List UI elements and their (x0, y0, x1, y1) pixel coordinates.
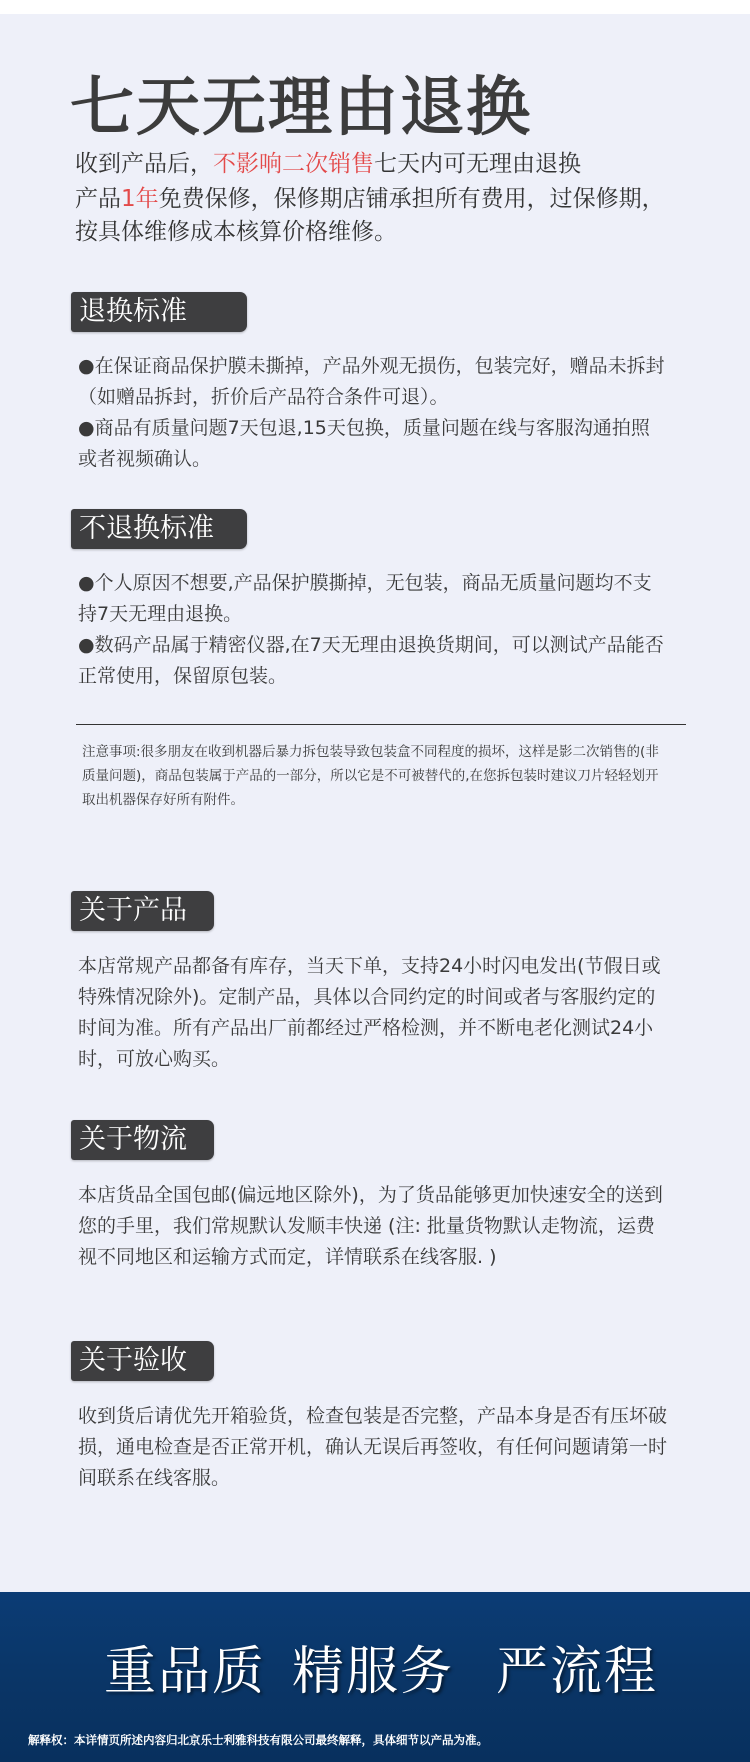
return-standard-item: ●在保证商品保护膜未撕掉，产品外观无损伤，包装完好，赠品未拆封（如赠品拆封，折价后产品符合条件可退）。 (78, 355, 665, 408)
intro-line-1 (75, 148, 695, 181)
intro-line-1-highlight: 不影响二次销售 (213, 151, 374, 177)
intro-line-1-suffix: 七天内可无理由退换 (374, 151, 581, 177)
no-return-standard-item: ●数码产品属于精密仪器,在7天无理由退换货期间，可以测试产品能否正常使用，保留原包装。 (78, 634, 664, 687)
about-inspection-heading: 关于验收 (71, 1341, 214, 1381)
no-return-standard-body (78, 568, 668, 692)
footer-banner (0, 1592, 750, 1762)
about-product-heading: 关于产品 (71, 891, 214, 931)
about-product-body: 本店常规产品都备有库存，当天下单，支持24小时闪电发出(节假日或特殊情况除外)。定制产品，具体以合同约定的时间或者与客服约定的时间为准。所有产品出厂前都经过严格检测，并不断电老化测试24小时，可放心购买。 (78, 955, 661, 1070)
slogan-process: 严流程 (496, 1642, 659, 1702)
intro-line-1-prefix: 收到产品后， (75, 151, 213, 177)
return-standard-heading: 退换标准 (71, 292, 247, 332)
about-logistics-body: 本店货品全国包邮(偏远地区除外)，为了货品能够更加快速安全的送到您的手里，我们常规默认发顺丰快递 (注: 批量货物默认走物流，运费视不同地区和运输方式而定，详情联系在线客服. ) (78, 1184, 663, 1268)
page-title: 七天无理由退换 (70, 71, 532, 145)
intro-line-3: 按具体维修成本核算价格维修。 (75, 219, 397, 245)
slogan-quality: 重品质 (104, 1642, 267, 1702)
intro-line-2-suffix: 免费保修，保修期店铺承担所有费用，过保修期， (158, 186, 665, 212)
intro-block (75, 148, 695, 249)
intro-line-2-prefix: 产品 (75, 186, 121, 212)
section-divider (76, 724, 686, 725)
no-return-standard-item: ●个人原因不想要,产品保护膜撕掉，无包装，商品无质量问题均不支持7天无理由退换。 (78, 572, 652, 625)
footer-disclaimer: 解释权：本详情页所述内容归北京乐士利雅科技有限公司最终解释，具体细节以产品为准。 (28, 1733, 488, 1747)
intro-line-2-highlight: 1年 (121, 186, 159, 212)
return-standard-item: ●商品有质量问题7天包退,15天包换，质量问题在线与客服沟通拍照或者视频确认。 (78, 417, 650, 470)
slogan-service: 精服务 (292, 1642, 455, 1702)
notice-text: 注意事项:很多朋友在收到机器后暴力拆包装导致包装盒不同程度的损坏，这样是影二次销售的(非质量问题)，商品包装属于产品的一部分，所以它是不可被替代的,在您拆包装时建议刀片轻轻划开取出机器保存好所有附件。 (82, 744, 659, 808)
about-inspection-body: 收到货后请优先开箱验货，检查包装是否完整，产品本身是否有压坏破损，通电检查是否正常开机，确认无误后再签收，有任何问题请第一时间联系在线客服。 (78, 1405, 668, 1489)
top-strip (0, 0, 750, 14)
return-standard-body (78, 351, 668, 475)
intro-line-2 (75, 183, 695, 216)
about-logistics-heading: 关于物流 (71, 1120, 214, 1160)
no-return-standard-heading: 不退换标准 (71, 509, 247, 549)
